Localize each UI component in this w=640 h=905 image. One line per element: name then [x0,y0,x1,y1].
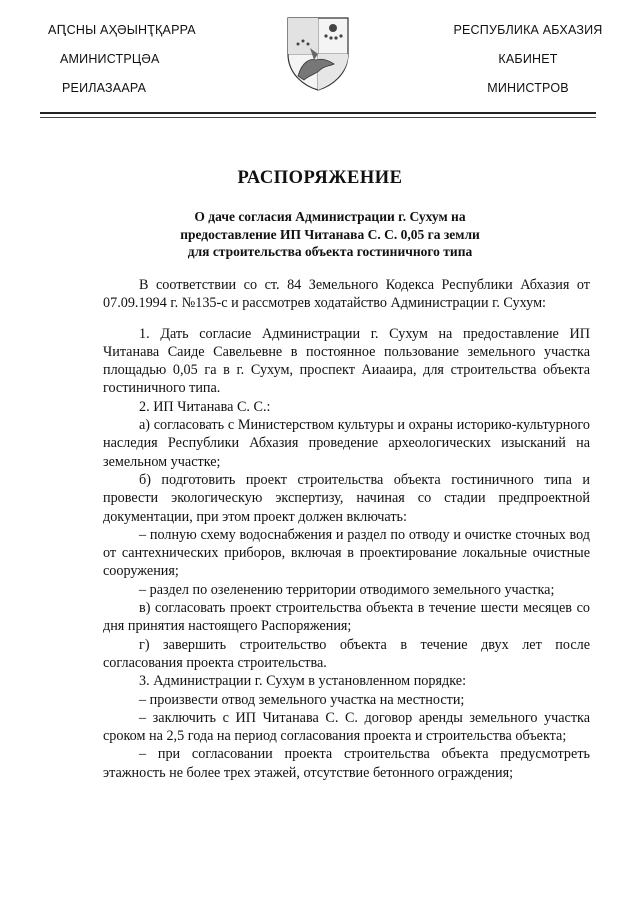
subject-line-3: для строительства объекта гостиничного типа [187,244,473,259]
subject-line-2: предоставление ИП Читанава С. С. 0,05 га земли [180,226,480,242]
coat-of-arms-icon [284,14,352,92]
paragraph-item-2b-greening: – раздел по озеленению территории отводимого земельного участка; [139,581,555,598]
paragraph-item-3: 3. Администрации г. Сухум в установленном порядке: [139,673,467,690]
document-subject [120,208,540,261]
paragraph-item-2d: г) завершить строительство объекта в течение двух лет после согласования проекта строительства. [103,636,590,671]
header-right-line-1: РЕСПУБЛИКА АБХАЗИЯ [453,23,603,37]
paragraph-item-2a: а) согласовать с Министерством культуры и охраны историко-культурного наследия Республики Абхазия проведение археологических изысканий на земельном участке; [103,417,590,470]
header-right-block [428,22,628,109]
paragraph-item-3-allot: – произвести отвод земельного участка на местности; [139,691,465,708]
header-right-line-2: КАБИНЕТ [498,52,558,66]
header-divider-thick [40,112,596,114]
document-title: РАСПОРЯЖЕНИЕ [237,168,403,188]
header-left-line-3: РЕИЛАЗААРА [62,81,147,95]
paragraph-item-3-lease: – заключить с ИП Читанава С. С. договор аренды земельного участка сроком на 2,5 года на период согласования проекта и строительства объекта; [103,709,590,745]
paragraph-preamble: В соответствии со ст. 84 Земельного Кодекса Республики Абхазия от 07.09.1994 г. №135-с и рассмотрев ходатайство Администрации г. Сухум: [103,277,590,312]
document-body [103,276,590,782]
paragraph-item-2b: б) подготовить проект строительства объекта гостиничного типа и провести экологическую экспертизу, начиная со стадии предпроектной документации, при этом проект должен включать: [103,471,590,525]
header-divider-thin [40,117,596,118]
paragraph-item-3-floors: – при согласовании проекта строительства объекта предусмотреть этажность не более трех этажей, отсутствие бетонного ограждения; [103,746,590,781]
paragraph-item-2b-water: – полную схему водоснабжения и раздел по отводу и очистке сточных вод от сантехнических приборов, включая в проектирование локальные очистные сооружения; [103,526,590,580]
paragraph-item-2: 2. ИП Читанава С. С.: [139,398,271,415]
paragraph-item-1: 1. Дать согласие Администрации г. Сухум на предоставление ИП Читанава Саиде Савельевне в постоянное пользование земельного участка площадью 0,05 га в г. Сухум, проспект Аиааира, для строительства объекта гостиничного типа. [103,325,590,397]
header-left-line-1: АԤСНЫ АҲӘЫНҬҚАРРА [48,23,196,37]
subject-line-1: О даче согласия Администрации г. Сухум на [194,209,466,224]
header-left-block [42,22,202,109]
header-right-line-3: МИНИСТРОВ [487,81,569,95]
paragraph-item-2c: в) согласовать проект строительства объекта в течение шести месяцев со дня принятия настоящего Распоряжения; [103,600,590,635]
header-left-line-2: АМИНИСТРЦӘА [60,52,160,66]
